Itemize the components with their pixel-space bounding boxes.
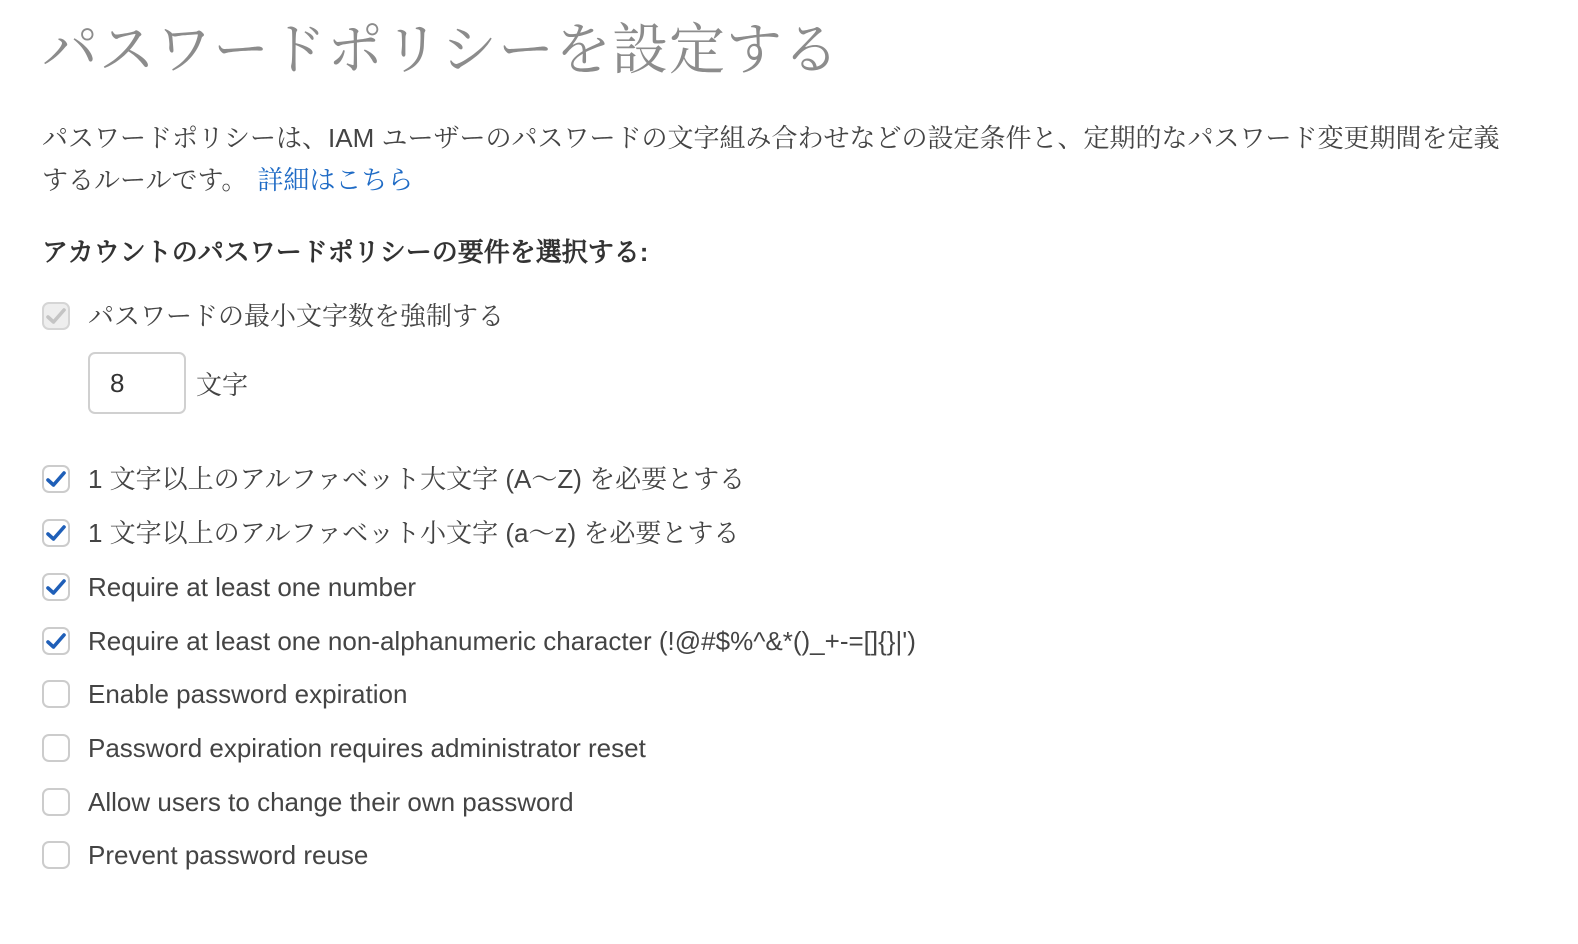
min-length-input[interactable] (88, 352, 186, 414)
option-require-uppercase[interactable] (42, 459, 745, 499)
require-uppercase-label: 1 文字以上のアルファベット大文字 (A〜Z) を必要とする (88, 464, 746, 494)
require-symbol-checkbox[interactable] (42, 627, 70, 655)
option-expiration-admin-reset[interactable] (42, 728, 646, 768)
require-symbol-label: Require at least one non-alphanumeric character (!@#$%^&*()_+-=[]{}|') (88, 626, 916, 656)
option-min-length[interactable] (42, 296, 504, 336)
allow-change-password-checkbox[interactable] (42, 788, 70, 816)
option-require-number[interactable] (42, 567, 416, 607)
option-allow-change-password[interactable] (42, 782, 574, 822)
option-enable-expiration[interactable] (42, 674, 407, 714)
allow-change-password-label: Allow users to change their own password (88, 787, 574, 817)
requirements-heading: アカウントのパスワードポリシーの要件を選択する: (42, 237, 649, 267)
prevent-reuse-label: Prevent password reuse (88, 840, 369, 870)
enable-expiration-checkbox[interactable] (42, 680, 70, 708)
expiration-admin-reset-label: Password expiration requires administrator reset (88, 733, 646, 763)
checkmark-icon (46, 578, 66, 596)
require-lowercase-checkbox[interactable] (42, 519, 70, 547)
checkmark-icon (46, 524, 66, 542)
checkmark-icon (46, 307, 66, 325)
checkmark-icon (46, 632, 66, 650)
option-require-symbol[interactable] (42, 621, 916, 661)
expiration-admin-reset-checkbox[interactable] (42, 734, 70, 762)
policy-description (42, 117, 1522, 201)
page-title: パスワードポリシーを設定する (42, 18, 840, 81)
min-length-group (88, 352, 248, 414)
require-lowercase-label: 1 文字以上のアルファベット小文字 (a〜z) を必要とする (88, 518, 740, 548)
require-number-checkbox[interactable] (42, 573, 70, 601)
description-text: パスワードポリシーは、IAM ユーザーのパスワードの文字組み合わせなどの設定条件と、定期的なパスワード変更期間を定義するルールです。 (42, 123, 1500, 195)
prevent-reuse-checkbox[interactable] (42, 841, 70, 869)
learn-more-link[interactable]: 詳細はこちら (257, 165, 414, 195)
require-number-label: Require at least one number (88, 572, 417, 602)
min-length-checkbox[interactable] (42, 302, 70, 330)
option-prevent-reuse[interactable] (42, 835, 368, 875)
require-uppercase-checkbox[interactable] (42, 465, 70, 493)
option-require-lowercase[interactable] (42, 513, 739, 553)
min-length-label: パスワードの最小文字数を強制する (88, 301, 505, 331)
checkmark-icon (46, 470, 66, 488)
min-length-unit: 文字 (196, 369, 249, 400)
enable-expiration-label: Enable password expiration (88, 679, 408, 709)
